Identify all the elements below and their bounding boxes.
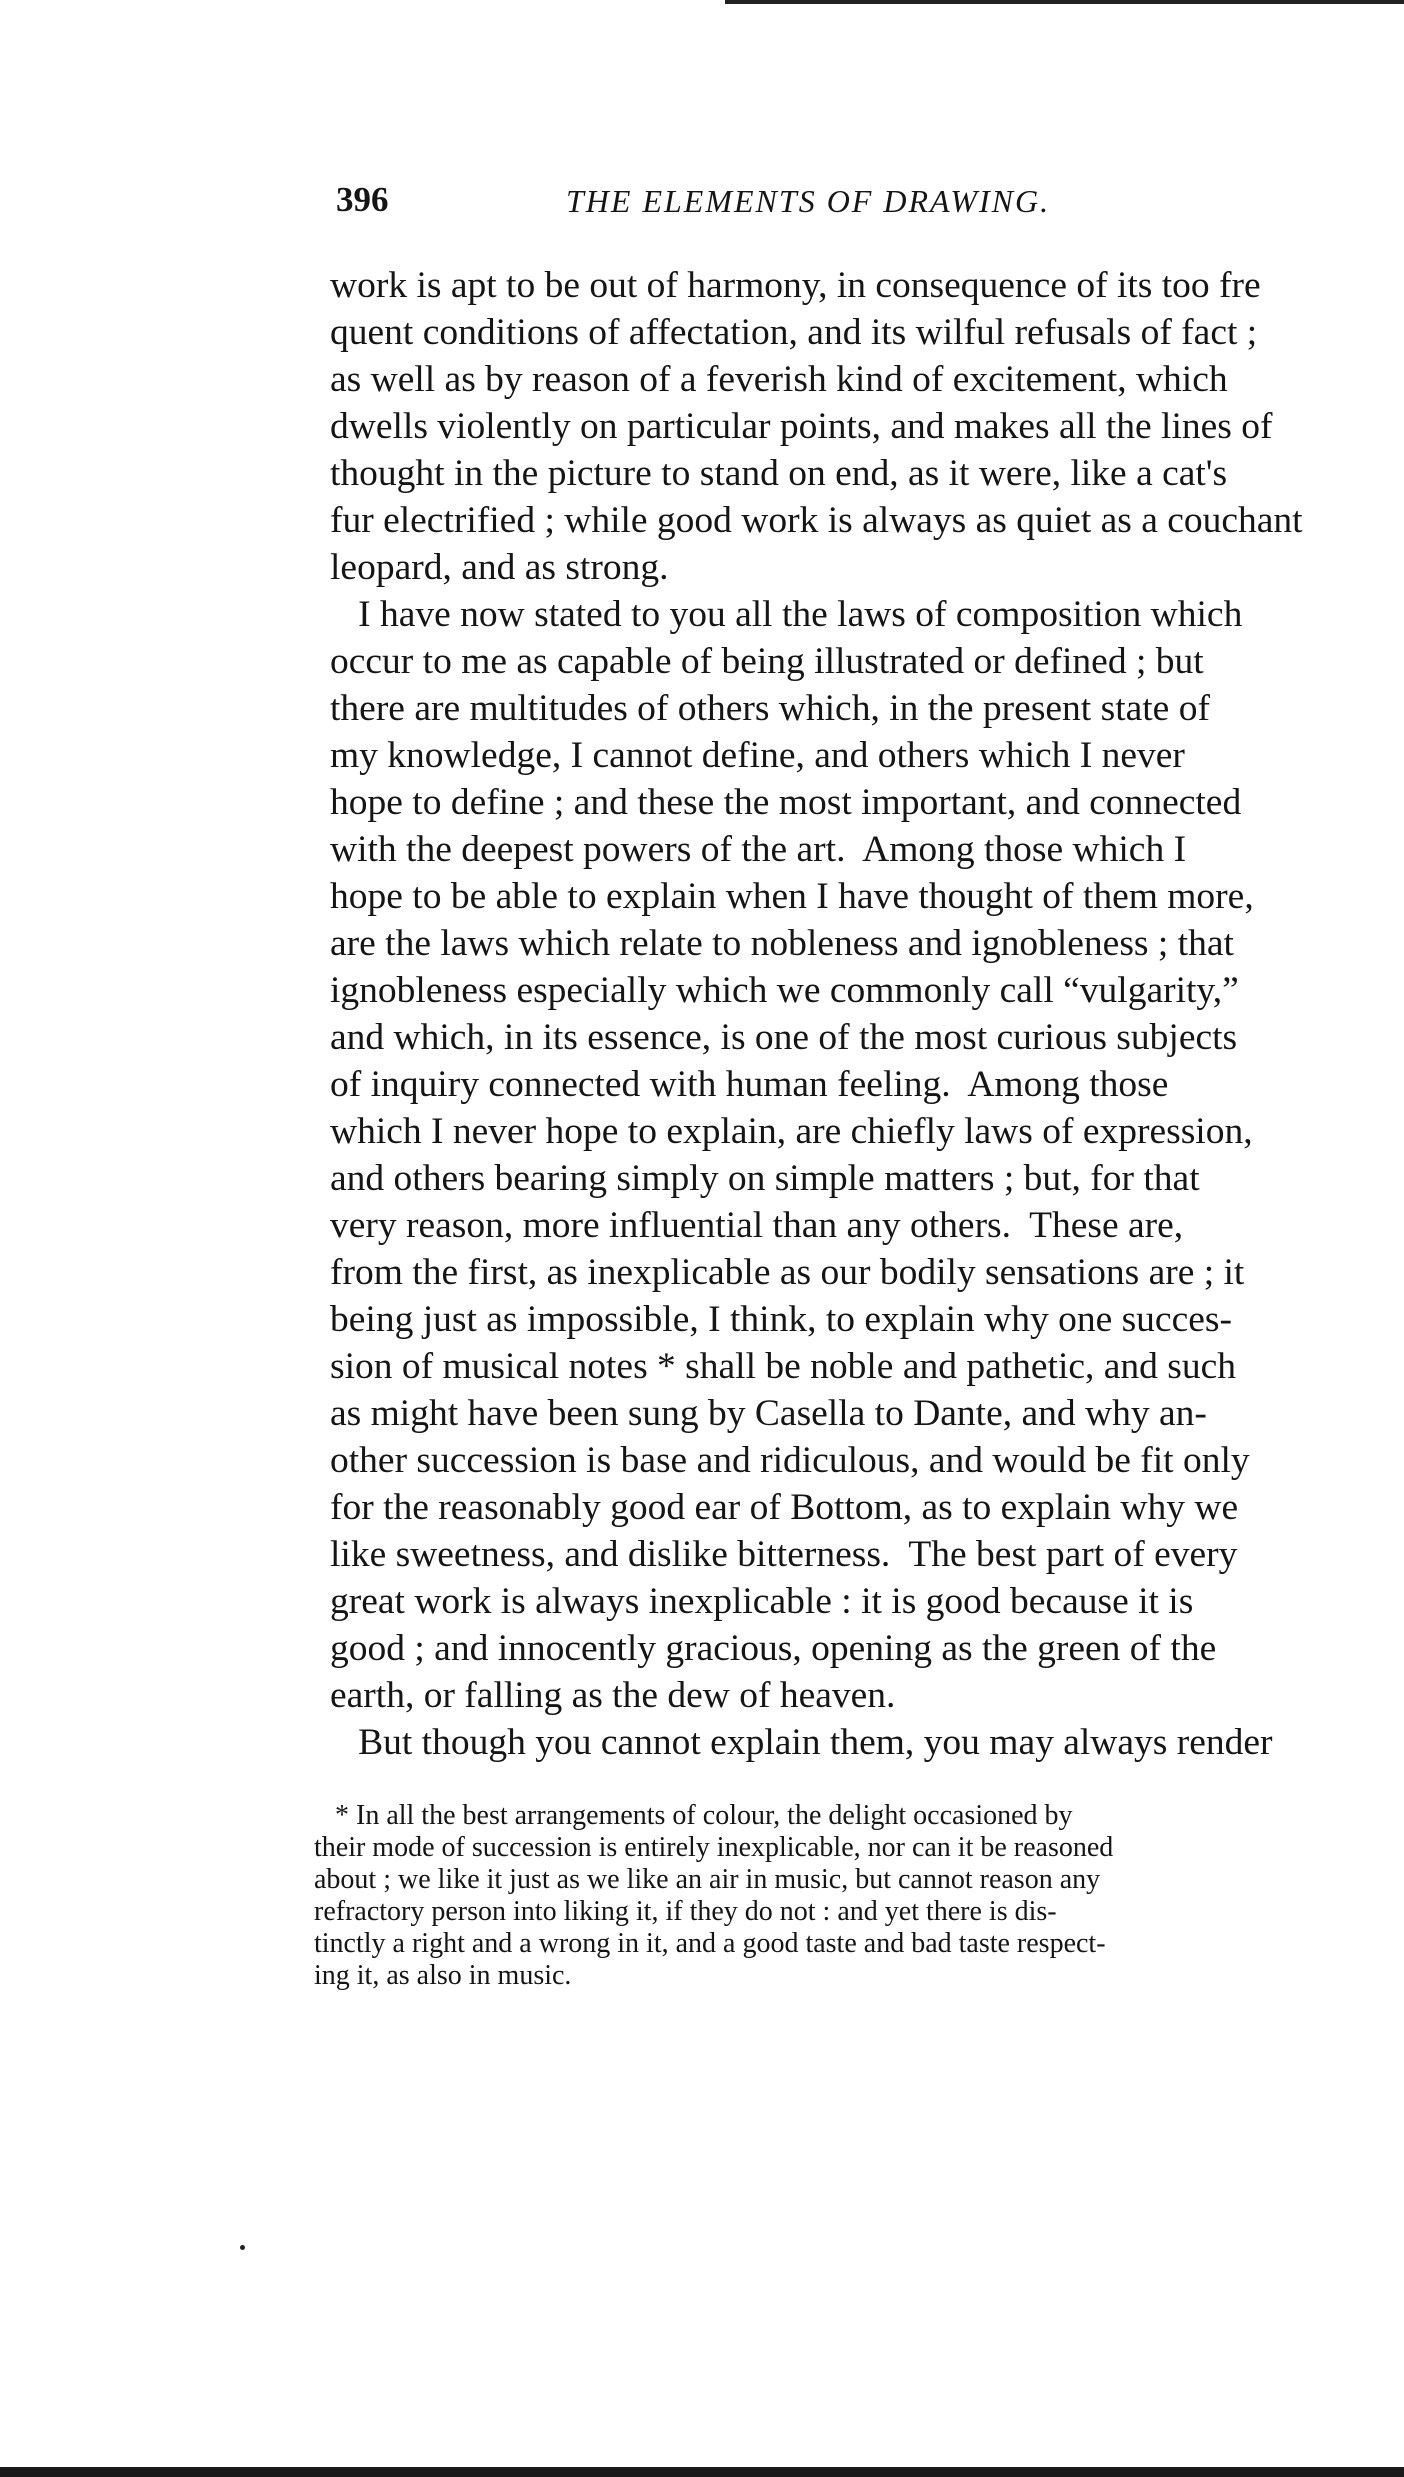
body-line: good ; and innocently gracious, opening as the green of the: [330, 1628, 1217, 1669]
body-line: very reason, more influential than any others. These are,: [330, 1205, 1184, 1246]
body-line: leopard, and as strong.: [330, 547, 669, 588]
bottom-edge-rule: [0, 2467, 1404, 2477]
body-line: earth, or falling as the dew of heaven.: [330, 1675, 896, 1716]
body-line: like sweetness, and dislike bitterness. The best part of every: [330, 1534, 1238, 1575]
footnote-line: about ; we like it just as we like an air in music, but cannot reason any: [314, 1864, 1101, 1895]
body-line: work is apt to be out of harmony, in consequence of its too fre: [330, 265, 1261, 306]
footnote-line: ing it, as also in music.: [314, 1960, 572, 1991]
running-title: THE ELEMENTS OF DRAWING.: [566, 183, 1051, 219]
footnote-line: their mode of succession is entirely inexplicable, nor can it be reasoned: [314, 1832, 1114, 1863]
body-line: great work is always inexplicable : it is good because it is: [330, 1581, 1194, 1622]
page-number: 396: [336, 180, 389, 219]
body-text: [330, 262, 1400, 1766]
body-line: and others bearing simply on simple matters ; but, for that: [330, 1158, 1200, 1199]
body-line: and which, in its essence, is one of the most curious subjects: [330, 1017, 1238, 1058]
body-line: quent conditions of affectation, and its wilful refusals of fact ;: [330, 312, 1258, 353]
print-speck: [240, 2245, 245, 2250]
body-line: thought in the picture to stand on end, as it were, like a cat's: [330, 453, 1228, 494]
body-line: I have now stated to you all the laws of composition which: [330, 594, 1243, 635]
body-line: as might have been sung by Casella to Dante, and why an-: [330, 1393, 1207, 1434]
footnote-line: tinctly a right and a wrong in it, and a good taste and bad taste respect-: [314, 1928, 1106, 1959]
body-line: for the reasonably good ear of Bottom, as to explain why we: [330, 1487, 1239, 1528]
body-line: ignobleness especially which we commonly call “vulgarity,”: [330, 970, 1239, 1011]
body-line: from the first, as inexplicable as our bodily sensations are ; it: [330, 1252, 1245, 1293]
footnote-line: refractory person into liking it, if they do not : and yet there is dis-: [314, 1896, 1057, 1927]
body-line: which I never hope to explain, are chiefly laws of expression,: [330, 1111, 1253, 1152]
body-line: with the deepest powers of the art. Among those which I: [330, 829, 1187, 870]
body-line: occur to me as capable of being illustrated or defined ; but: [330, 641, 1204, 682]
body-line: hope to define ; and these the most important, and connected: [330, 782, 1242, 823]
footnote: [314, 1800, 1394, 1992]
body-line: my knowledge, I cannot define, and others which I never: [330, 735, 1185, 776]
body-line: dwells violently on particular points, and makes all the lines of: [330, 406, 1273, 447]
body-line: hope to be able to explain when I have thought of them more,: [330, 876, 1254, 917]
body-line: other succession is base and ridiculous, and would be fit only: [330, 1440, 1250, 1481]
body-line: But though you cannot explain them, you may always render: [330, 1722, 1273, 1763]
body-line: as well as by reason of a feverish kind of excitement, which: [330, 359, 1228, 400]
body-line: of inquiry connected with human feeling. Among those: [330, 1064, 1169, 1105]
body-line: sion of musical notes * shall be noble and pathetic, and such: [330, 1346, 1237, 1387]
body-line: fur electrified ; while good work is always as quiet as a couchant: [330, 500, 1303, 541]
body-line: there are multitudes of others which, in the present state of: [330, 688, 1210, 729]
body-line: are the laws which relate to nobleness and ignobleness ; that: [330, 923, 1234, 964]
body-line: being just as impossible, I think, to explain why one succes-: [330, 1299, 1232, 1340]
top-edge-rule: [725, 0, 1404, 4]
footnote-line: * In all the best arrangements of colour, the delight occasioned by: [314, 1800, 1073, 1831]
page-header: [336, 180, 1336, 230]
